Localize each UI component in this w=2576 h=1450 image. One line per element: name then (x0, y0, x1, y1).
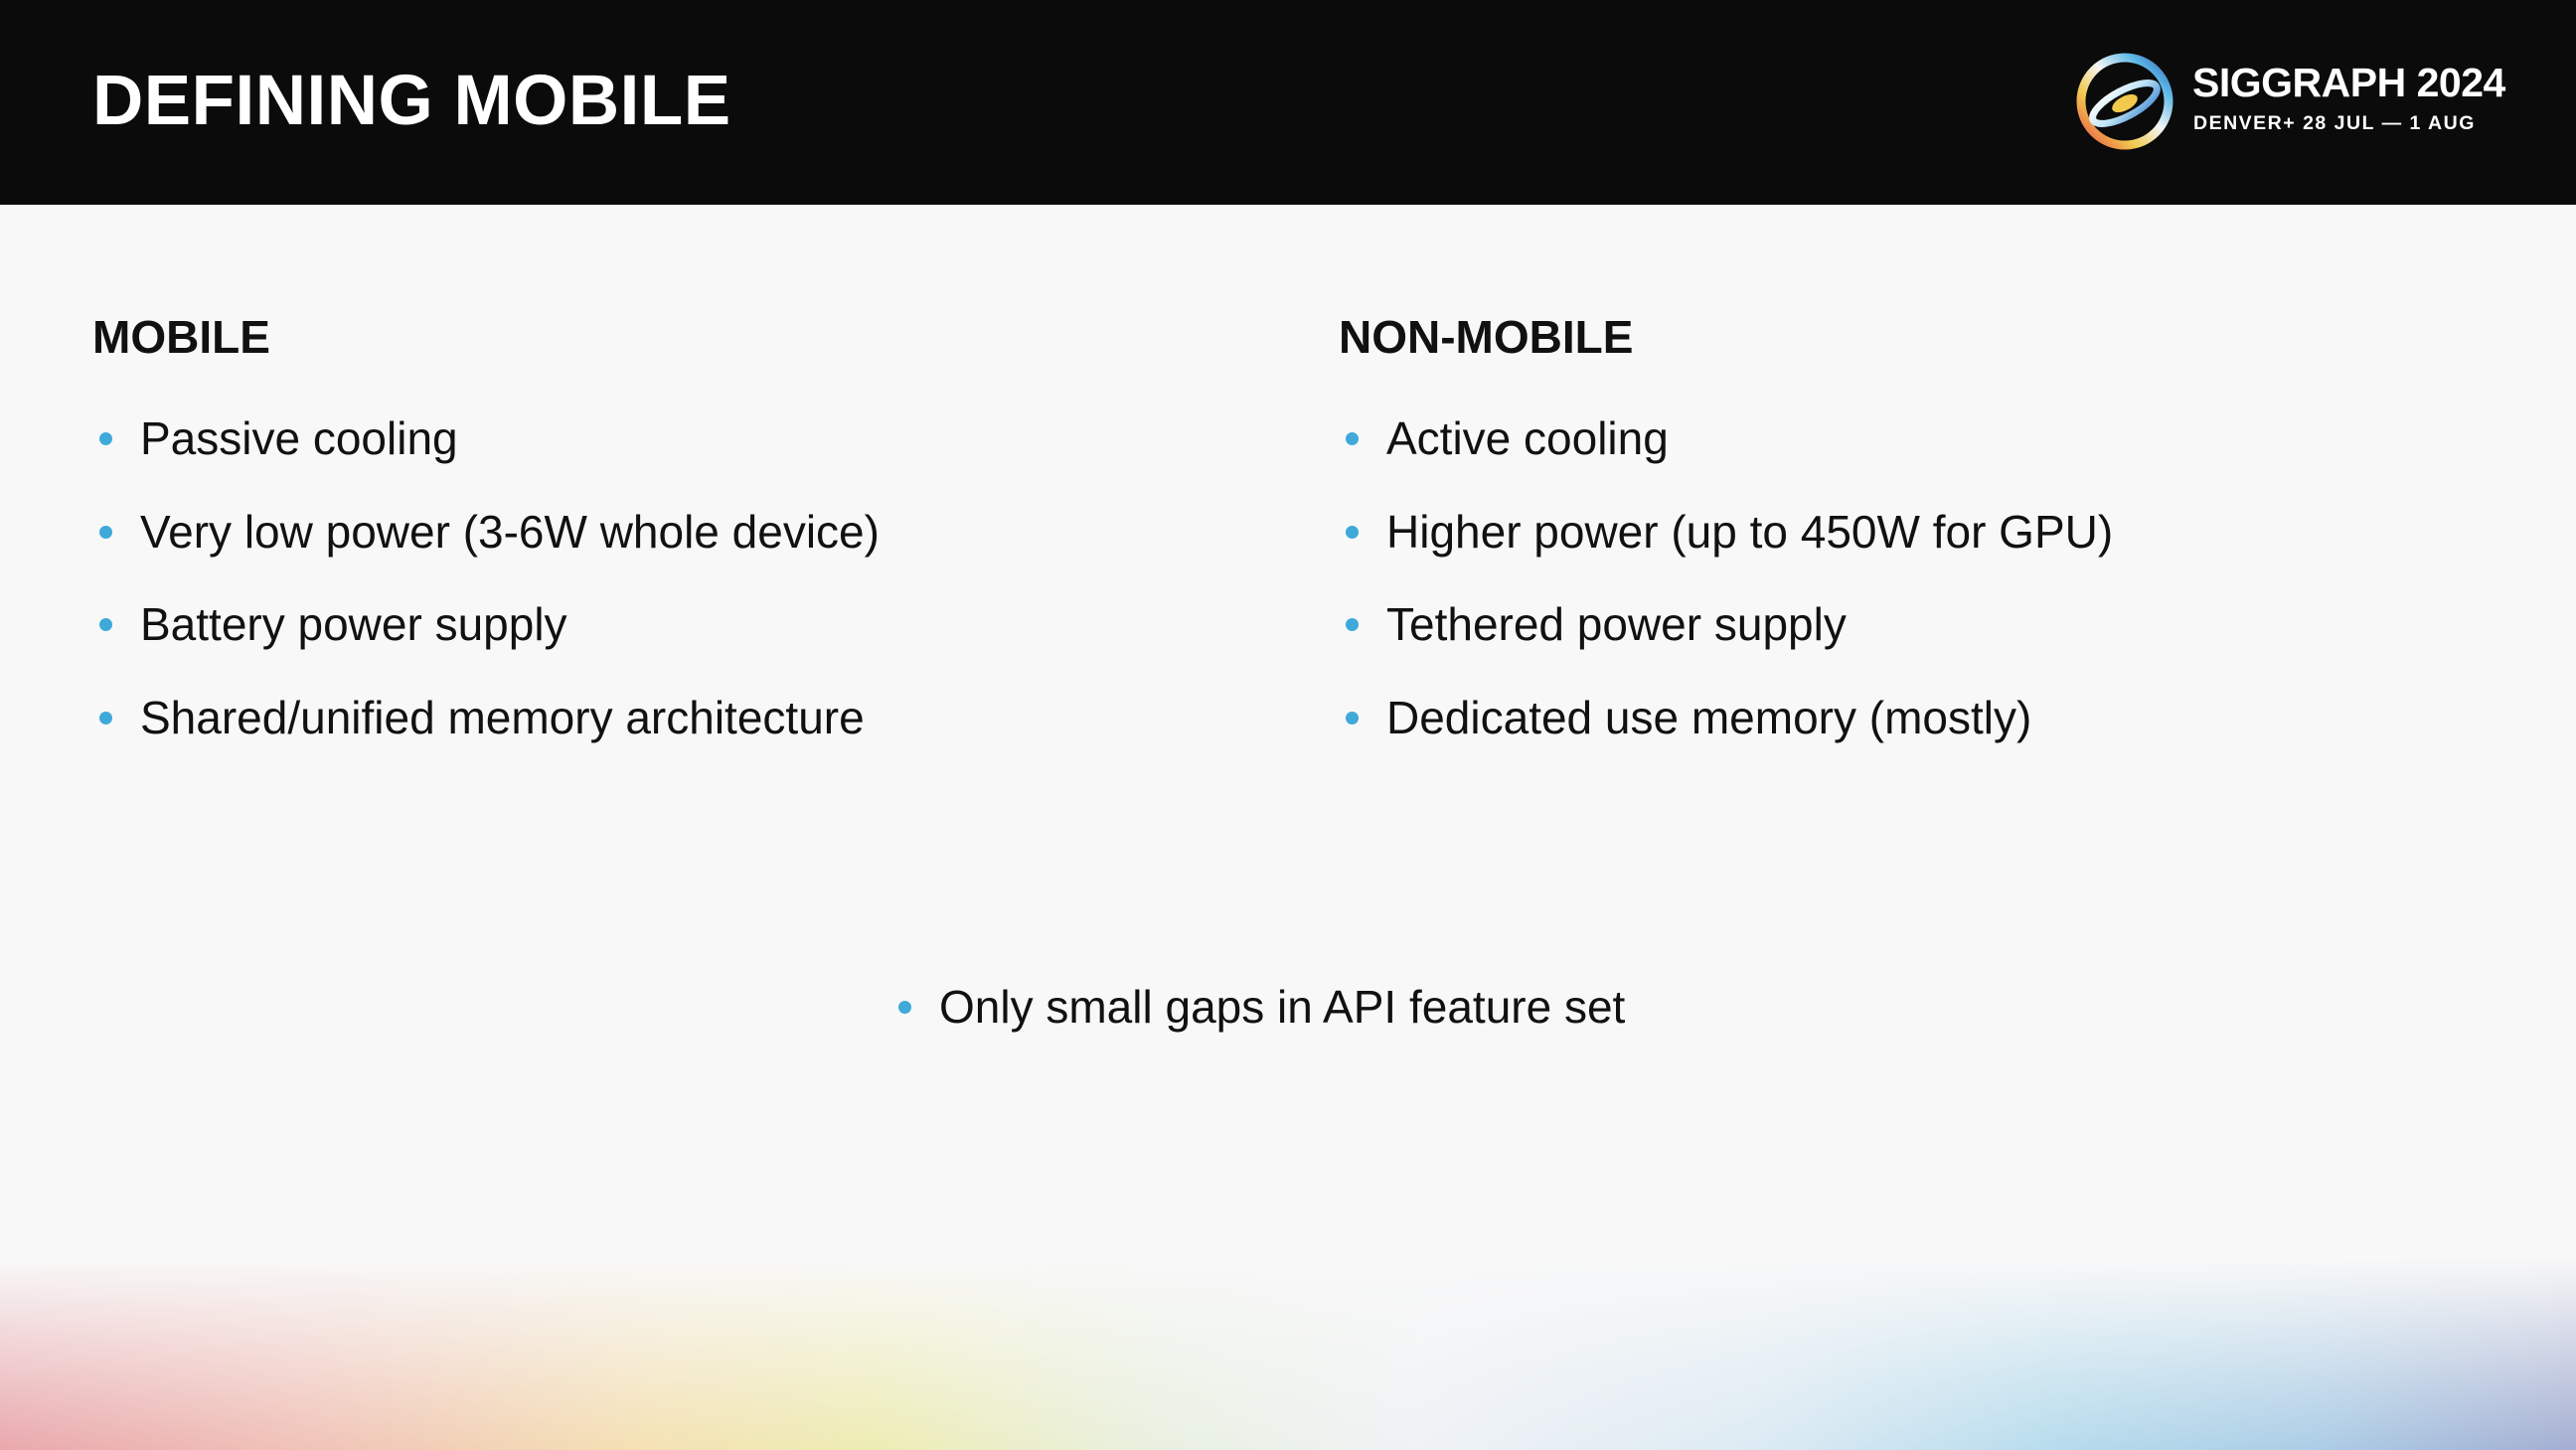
logo-name: SIGGRAPH 2024 (2192, 60, 2505, 105)
bullet-dot-icon (99, 712, 112, 725)
bullet-text: Active cooling (1386, 412, 1669, 464)
bullet-text: Higher power (up to 450W for GPU) (1386, 505, 2114, 558)
rainbow-gradient-footer (0, 1258, 2576, 1450)
bullet-dot-icon (99, 432, 112, 445)
bullet-dot-icon (1346, 618, 1359, 631)
slide-title: DEFINING MOBILE (92, 62, 731, 140)
mobile-heading: MOBILE (92, 311, 270, 363)
bullet-text: Battery power supply (140, 598, 567, 650)
siggraph-logo (2075, 52, 2505, 161)
bullet-dot-icon (1346, 712, 1359, 725)
bullet-dot-icon (1346, 432, 1359, 445)
bullet-dot-icon (1346, 526, 1359, 539)
bullet-text: Shared/unified memory architecture (140, 691, 865, 743)
bullet-dot-icon (99, 618, 112, 631)
slide-header (0, 0, 2576, 205)
slide-body (0, 205, 2576, 1450)
bullet-text: Dedicated use memory (mostly) (1386, 691, 2032, 743)
siggraph-swirl-logo-icon (2075, 52, 2174, 151)
logo-date-line: DENVER+ 28 JUL — 1 AUG (2193, 112, 2476, 134)
bullet-text: Tethered power supply (1386, 598, 1847, 650)
bullet-dot-icon (99, 526, 112, 539)
bullet-text: Very low power (3-6W whole device) (140, 505, 880, 558)
non-mobile-heading: NON-MOBILE (1339, 311, 1634, 363)
bullet-text: Passive cooling (140, 412, 458, 464)
bullet-dot-icon (898, 1001, 911, 1014)
summary-text: Only small gaps in API feature set (939, 981, 1626, 1033)
